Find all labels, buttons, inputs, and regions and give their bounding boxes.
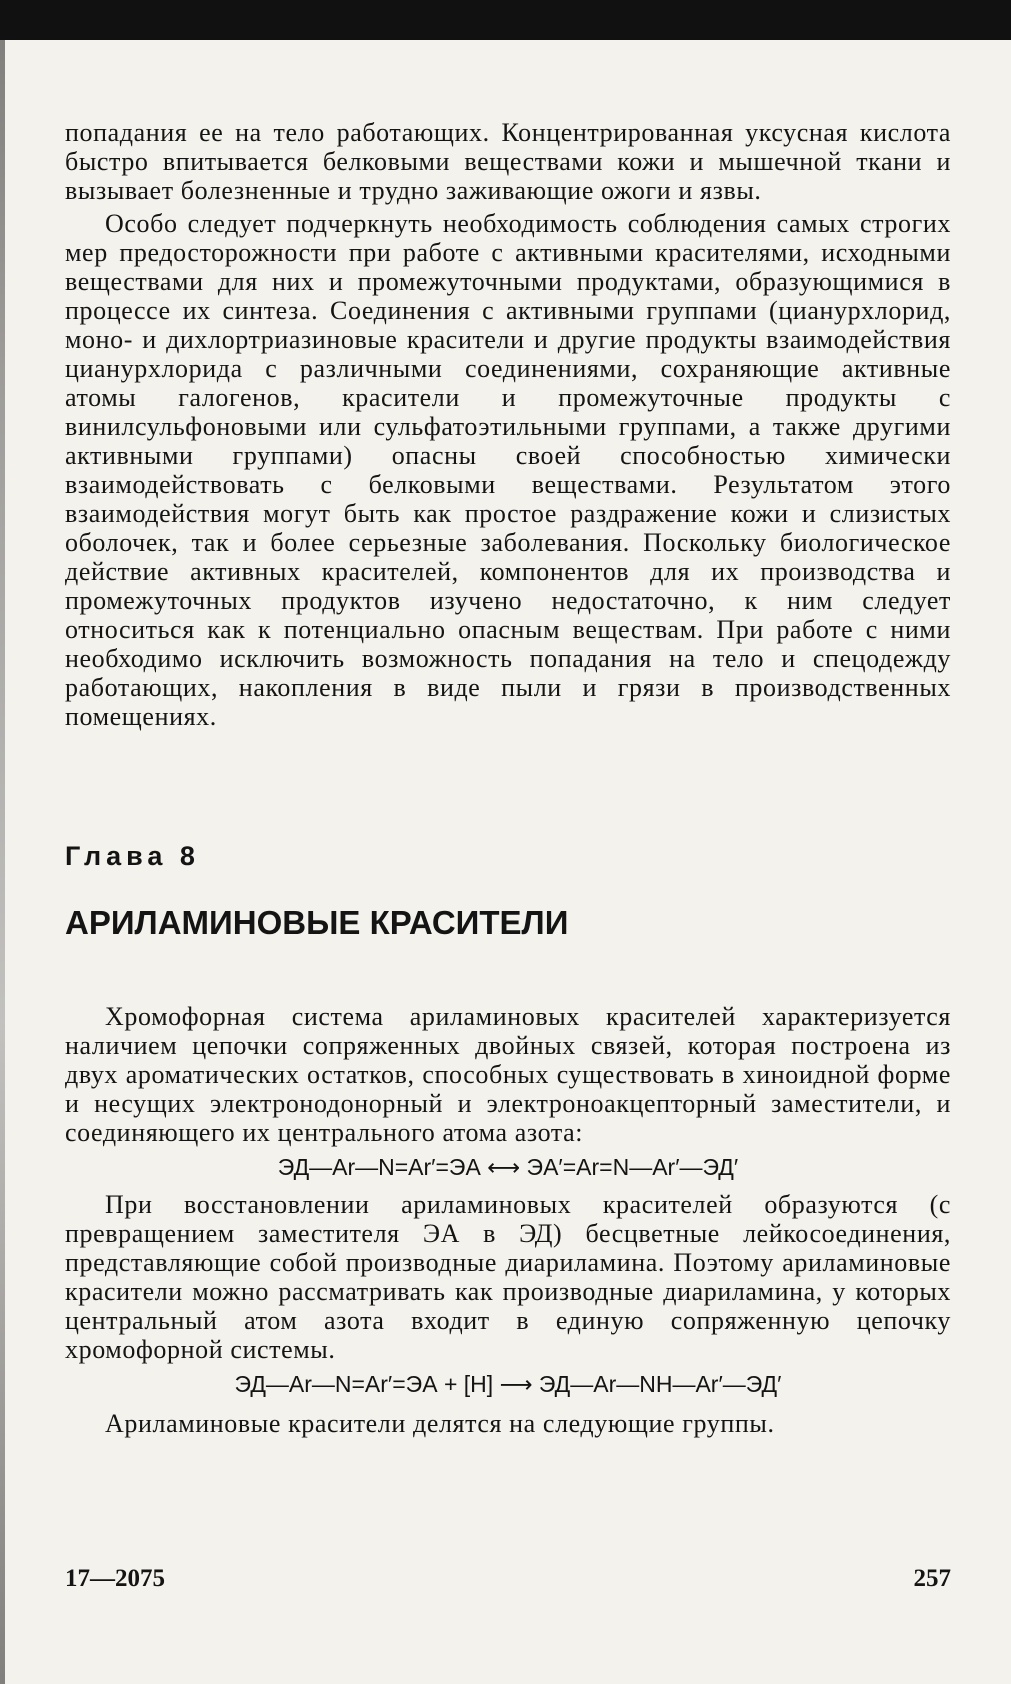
chapter-title: АРИЛАМИНОВЫЕ КРАСИТЕЛИ xyxy=(65,904,569,941)
paragraph-chromophore: Хромофорная система ариламиновых красителей характеризуется наличием цепочки сопряженных двойных связей, которая построена из двух ароматических остатков, способных существовать в хиноидной форме и несущих электронодонорный и электроноакцепторный заместители, и соединяющего их центрального атома азота: xyxy=(65,1002,951,1147)
printer-signature: 17—2075 xyxy=(65,1565,165,1592)
page-content xyxy=(65,118,951,1438)
formula-resonance: ЭД—Ar—N=Ar′=ЭА ⟷ ЭА′=Ar=N—Ar′—ЭД′ xyxy=(277,1154,739,1180)
paragraph-reduction: При восстановлении ариламиновых красителей образуются (с превращением заместителя ЭА в ЭД) бесцветные лейкосоединения, представляющие собой производные диариламина. Поэтому ариламиновые красители можно рассматривать как производные диариламина, у которых центральный атом азота входит в единую сопряженную цепочку хромофорной системы. xyxy=(65,1190,951,1364)
chapter-label: Глава 8 xyxy=(65,841,200,871)
paragraph-safety: Особо следует подчеркнуть необходимость соблюдения самых строгих мер предосторожности при работе с активными красителями, исходными веществами для них и промежуточными продуктами, образующимися в процессе их синтеза. Соединения с активными группами (цианурхлорид, моно- и дихлортриазиновые красители и другие продукты взаимодействия цианурхлорида с различными соединениями, сохраняющие активные атомы галогенов, красители и промежуточные продукты с винилсульфоновыми или сульфатоэтильными группами, а также другими активными группами) опасны своей способностью химически взаимодействовать с белковыми веществами. Результатом этого взаимодействия могут быть как простое раздражение кожи и слизистых оболочек, так и более серьезные заболевания. Поскольку биологическое действие активных красителей, компонентов для их производства и промежуточных продуктов изучено недостаточно, к ним следует относиться как к потенциально опасным веществам. При работе с ними необходимо исключить возможность попадания на тело и спецодежду работающих, накопления в виде пыли и грязи в производственных помещениях. xyxy=(65,209,951,731)
page-number: 257 xyxy=(913,1565,951,1592)
paragraph-continued: попадания ее на тело работающих. Концентрированная уксусная кислота быстро впитывается белковыми веществами кожи и мышечной ткани и вызывает болезненные и трудно заживающие ожоги и язвы. xyxy=(65,118,951,205)
scan-left-edge xyxy=(0,40,5,1684)
formula-reduction: ЭД—Ar—N=Ar′=ЭА + [H] ⟶ ЭД—Ar—NH—Ar′—ЭД′ xyxy=(234,1371,782,1397)
scan-top-border xyxy=(0,0,1011,40)
paragraph-groups: Ариламиновые красители делятся на следующие группы. xyxy=(105,1409,775,1438)
